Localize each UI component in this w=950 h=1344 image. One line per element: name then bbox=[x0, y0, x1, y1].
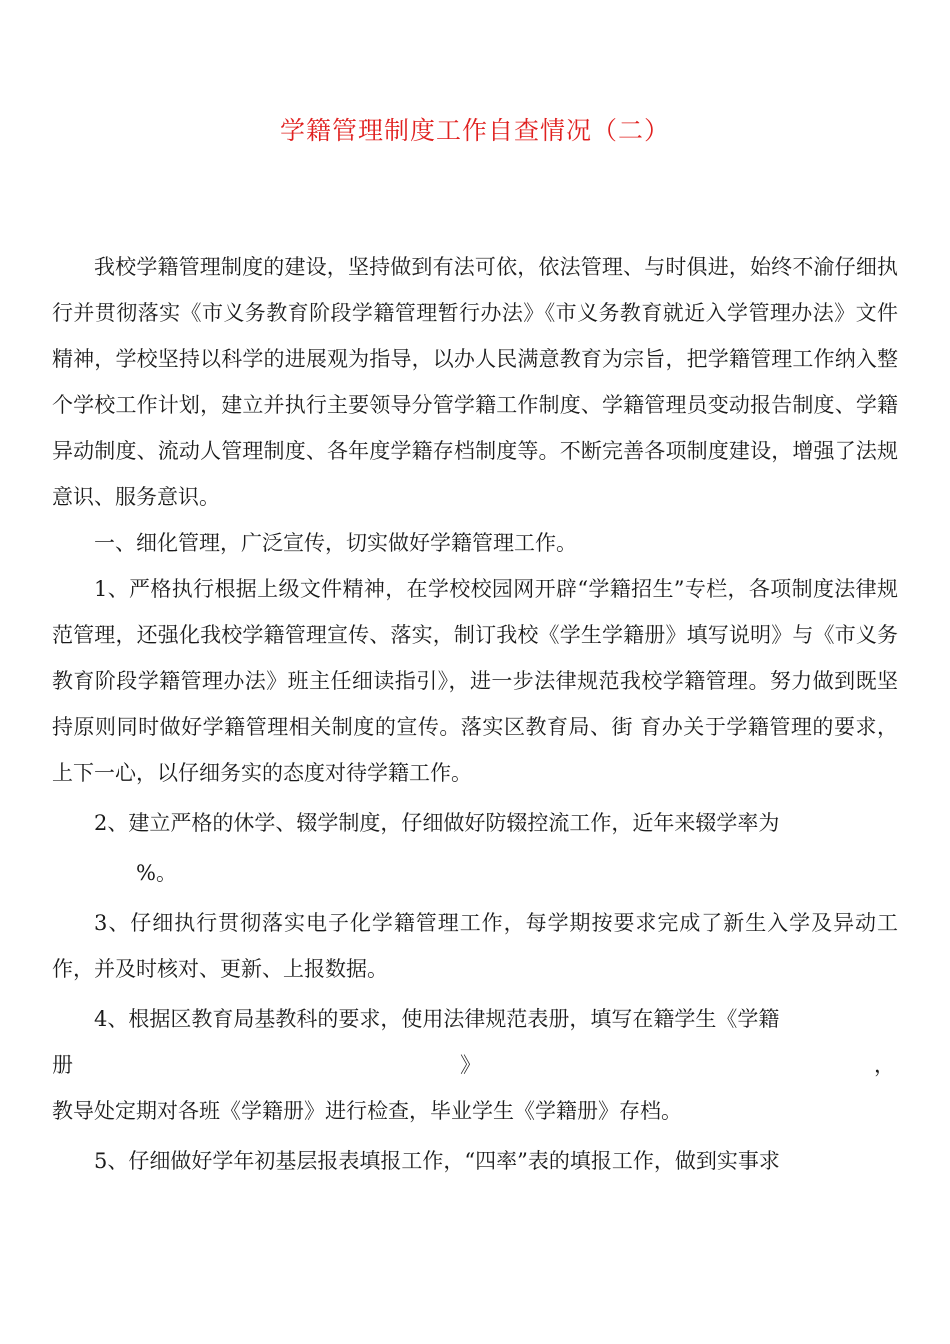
section-heading: 一、细化管理，广泛宣传，切实做好学籍管理工作。 bbox=[94, 531, 577, 555]
item-4-tail: 教导处定期对各班《学籍册》进行检查，毕业学生《学籍册》存档。 bbox=[52, 1099, 682, 1123]
document-body bbox=[52, 244, 898, 1184]
item-5-paragraph: 5、仔细做好学年初基层报表填报工作，“四率”表的填报工作，做到实事求 bbox=[94, 1149, 780, 1173]
item-1-paragraph: 1、严格执行根据上级文件精神，在学校校园网开辟“学籍招生”专栏，各项制度法律规范管理，还强化我校学籍管理宣传、落实，制订我校《学生学籍册》填写说明》与《市义务教育阶段学籍管理办法》班主任细读指引》，进一步法律规范我校学籍管理。努力做到既坚持原则同时做好学籍管理相关制度的宣传。落实区教育局、街 育办关于学籍管理的要求，上下一心，以仔细务实的态度对待学籍工作。 bbox=[52, 577, 898, 785]
booklet-word: 册 bbox=[52, 1053, 73, 1077]
booklet-close-bracket: 》 bbox=[460, 1053, 481, 1077]
item-3-paragraph: 3、仔细执行贯彻落实电子化学籍管理工作，每学期按要求完成了新生入学及异动工作，并及时核对、更新、上报数据。 bbox=[52, 911, 898, 981]
booklet-comma: ， bbox=[874, 1053, 895, 1077]
item-2-percent: %。 bbox=[136, 861, 177, 885]
item-4-booklet-line bbox=[52, 1042, 898, 1088]
intro-paragraph: 我校学籍管理制度的建设，坚持做到有法可依，依法管理、与时俱进，始终不渝仔细执行并贯彻落实《市义务教育阶段学籍管理暂行办法》《市义务教育就近入学管理办法》文件精神，学校坚持以科学的进展观为指导，以办人民满意教育为宗旨，把学籍管理工作纳入整个学校工作计划，建立并执行主要领导分管学籍工作制度、学籍管理员变动报告制度、学籍异动制度、流动人管理制度、各年度学籍存档制度等。不断完善各项制度建设，增强了法规意识、服务意识。 bbox=[52, 255, 898, 509]
item-2-paragraph: 2、建立严格的休学、辍学制度，仔细做好防辍控流工作，近年来辍学率为 bbox=[94, 811, 780, 835]
page-title: 学籍管理制度工作自查情况（二） bbox=[279, 116, 670, 145]
item-4-paragraph: 4、根据区教育局基教科的要求，使用法律规范表册，填写在籍学生《学籍 bbox=[94, 1007, 780, 1031]
